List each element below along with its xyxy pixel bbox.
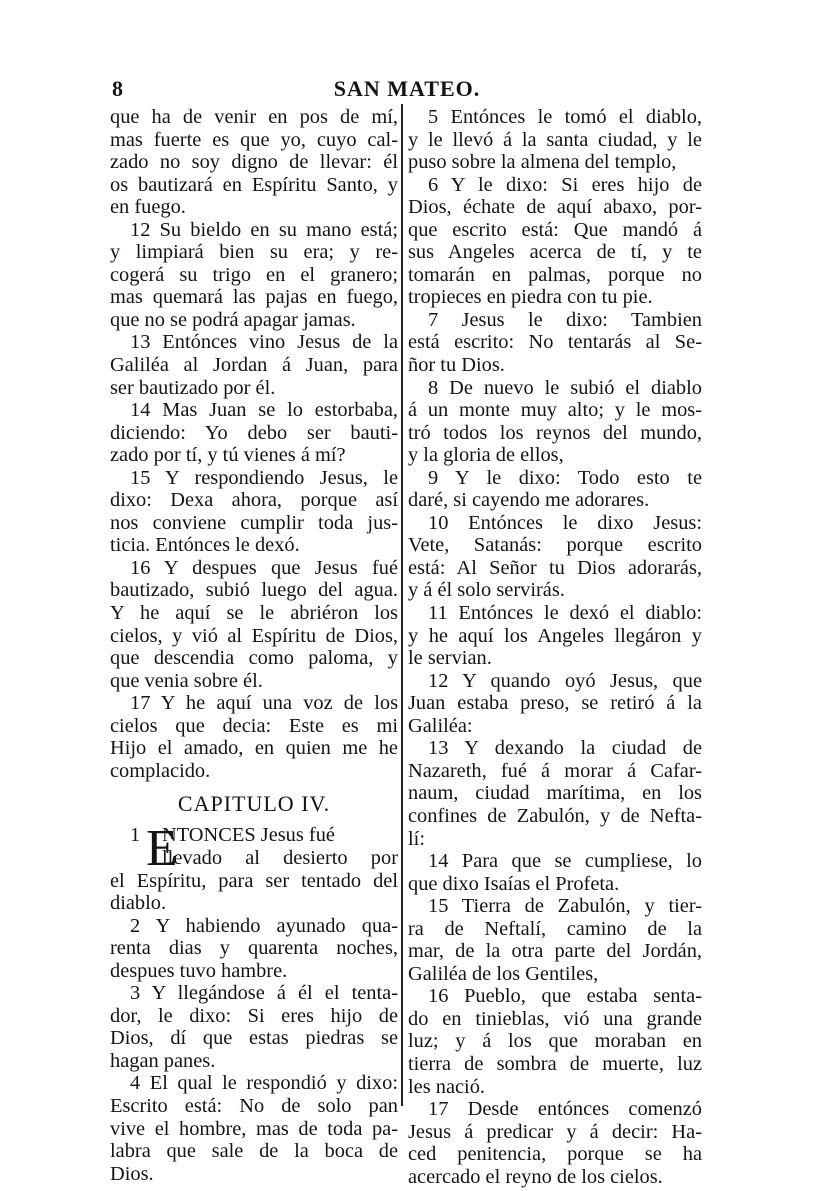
text-line: cogerá su trigo en el granero;: [110, 263, 398, 286]
text-line: labra que sale de la boca de: [110, 1140, 398, 1163]
text-line: llevado al desierto por: [162, 846, 398, 869]
text-line: ced penitencia, porque se ha: [408, 1143, 702, 1166]
right-column: [408, 106, 702, 1188]
text-line: hagan panes.: [110, 1049, 216, 1072]
text-line: que venia sobre él.: [110, 669, 263, 692]
text-line: Jesus á predicar y á decir: Ha-: [408, 1120, 702, 1143]
text-line: y he aquí los Angeles llegáron y: [408, 624, 702, 647]
text-line: despues tuvo hambre.: [110, 959, 288, 982]
text-line: dixo: Dexa ahora, porque así: [110, 489, 398, 512]
text-line: Nazareth, fué á morar á Cafar-: [408, 759, 702, 782]
left-column-text-top: [110, 106, 398, 782]
text-line: mas quemará las pajas en fuego,: [110, 286, 398, 309]
text-line: 15 Y respondiendo Jesus, le: [130, 466, 398, 489]
column-divider: [401, 104, 403, 1106]
text-line: tierra de sombra de muerte, luz: [408, 1052, 702, 1075]
text-line: 7 Jesus le dixo: Tambien: [428, 308, 702, 331]
text-line: 17 Desde entónces comenzó: [428, 1098, 702, 1121]
text-line: 3 Y llegándose á él el tenta-: [130, 982, 398, 1005]
text-line: diciendo: Yo debo ser bauti-: [110, 421, 398, 444]
text-line: acercado el reyno de los cielos.: [408, 1165, 663, 1188]
text-line: sus Angeles acerca de tí, y te: [408, 241, 702, 264]
text-line: daré, si cayendo me adorares.: [408, 489, 650, 512]
text-line: bautizado, subió luego del agua.: [110, 579, 398, 602]
left-column-text-bottom: [110, 870, 398, 1186]
text-line: 16 Y despues que Jesus fué: [130, 556, 398, 579]
text-line: 12 Y quando oyó Jesus, que: [428, 669, 702, 692]
text-line: Galiléa:: [408, 714, 473, 737]
text-line: Escrito está: No de solo pan: [110, 1094, 398, 1117]
text-line: ñor tu Dios.: [408, 354, 505, 377]
text-line: tomarán en palmas, porque no: [408, 263, 702, 286]
text-line: Dios.: [110, 1162, 154, 1185]
text-line: Dios, dí que estas piedras se: [110, 1027, 398, 1050]
text-line: 13 Y dexando la ciudad de: [428, 737, 702, 760]
text-line: está escrito: No tentarás al Se-: [408, 331, 702, 354]
text-line: cielos que decia: Este es mi: [110, 714, 398, 737]
text-line: mas fuerte es que yo, cuyo cal-: [110, 128, 398, 151]
text-line: el Espíritu, para ser tentado del: [110, 869, 398, 892]
text-line: NTONCES Jesus fué: [162, 824, 335, 847]
verse-number-1: 1: [130, 824, 141, 847]
text-line: complacido.: [110, 759, 211, 782]
text-line: os bautizará en Espíritu Santo, y: [110, 173, 398, 196]
text-line: ser bautizado por él.: [110, 376, 276, 399]
text-line: nos conviene cumplir toda jus-: [110, 511, 398, 534]
text-line: zado no soy digno de llevar: él: [110, 151, 398, 174]
text-line: Vete, Satanás: porque escrito: [408, 534, 702, 557]
text-line: Juan estaba preso, se retiró á la: [408, 692, 702, 715]
text-line: que descendia como paloma, y: [110, 647, 398, 670]
text-line: le servian.: [408, 647, 492, 670]
text-line: 11 Entónces le dexó el diablo:: [428, 602, 702, 625]
text-line: 13 Entónces vino Jesus de la: [130, 331, 398, 354]
text-line: 12 Su bieldo en su mano está;: [130, 218, 398, 241]
text-line: 2 Y habiendo ayunado qua-: [130, 914, 398, 937]
text-line: y la gloria de ellos,: [408, 444, 564, 467]
text-line: Galiléa de los Gentiles,: [408, 962, 599, 985]
text-line: 17 Y he aquí una voz de los: [130, 692, 398, 715]
text-line: que dixo Isaías el Profeta.: [408, 872, 620, 895]
text-line: 9 Y le dixo: Todo esto te: [428, 466, 702, 489]
text-line: ra de Neftalí, camino de la: [408, 917, 702, 940]
page-number: 8: [112, 76, 123, 101]
drop-cap-letter: E: [146, 820, 178, 878]
text-line: les nació.: [408, 1075, 486, 1098]
text-line: Galiléa al Jordan á Juan, para: [110, 354, 398, 377]
text-line: naum, ciudad marítima, en los: [408, 782, 702, 805]
text-line: que escrito está: Que mandó á: [408, 218, 702, 241]
text-line: cielos, y vió al Espíritu de Dios,: [110, 624, 398, 647]
text-line: renta dias y quarenta noches,: [110, 937, 398, 960]
text-line: 6 Y le dixo: Si eres hijo de: [428, 173, 702, 196]
chapter-opening: [110, 820, 398, 878]
text-line: diablo.: [110, 892, 167, 915]
text-line: y á él solo servirás.: [408, 579, 565, 602]
text-line: 14 Mas Juan se lo estorbaba,: [130, 399, 398, 422]
text-line: y limpiará bien su era; y re-: [110, 241, 398, 264]
text-line: Hijo el amado, en quien me he: [110, 737, 398, 760]
text-line: mar, de la otra parte del Jordán,: [408, 940, 702, 963]
text-line: Y he aquí se le abriéron los: [110, 602, 398, 625]
text-line: luz; y á los que moraban en: [408, 1030, 702, 1053]
text-line: 8 De nuevo le subió el diablo: [428, 376, 702, 399]
text-line: á un monte muy alto; y le mos-: [408, 399, 702, 422]
text-line: está: Al Señor tu Dios adorarás,: [408, 556, 702, 579]
text-line: dor, le dixo: Si eres hijo de: [110, 1004, 398, 1027]
text-line: vive el hombre, mas de toda pa-: [110, 1117, 398, 1140]
text-line: zado por tí, y tú vienes á mí?: [110, 444, 346, 467]
left-column: [110, 106, 398, 1185]
page-header: [112, 76, 702, 106]
text-line: tró todos los reynos del mundo,: [408, 421, 702, 444]
text-line: y le llevó á la santa ciudad, y le: [408, 128, 702, 151]
text-line: 5 Entónces le tomó el diablo,: [428, 106, 702, 128]
text-line: tropieces en piedra con tu pie.: [408, 286, 653, 309]
text-line: puso sobre la almena del templo,: [408, 151, 677, 174]
text-line: lí:: [408, 827, 425, 850]
text-line: do en tinieblas, vió una grande: [408, 1007, 702, 1030]
text-line: que no se podrá apagar jamas.: [110, 308, 356, 331]
text-line: ticia. Entónces le dexó.: [110, 534, 300, 557]
text-line: que ha de venir en pos de mí,: [110, 106, 398, 128]
running-title: SAN MATEO.: [333, 76, 481, 101]
text-line: 15 Tierra de Zabulón, y tier-: [428, 895, 702, 918]
text-line: en fuego.: [110, 196, 186, 219]
chapter-heading: CAPITULO IV.: [177, 791, 331, 817]
text-line: Dios, échate de aquí abaxo, por-: [408, 196, 702, 219]
text-line: 16 Pueblo, que estaba senta-: [428, 985, 702, 1008]
text-line: 4 El qual le respondió y dixo:: [130, 1072, 398, 1095]
text-line: 10 Entónces le dixo Jesus:: [428, 511, 702, 534]
text-line: confines de Zabulón, y de Nefta-: [408, 804, 702, 827]
text-line: 14 Para que se cumpliese, lo: [428, 850, 702, 873]
